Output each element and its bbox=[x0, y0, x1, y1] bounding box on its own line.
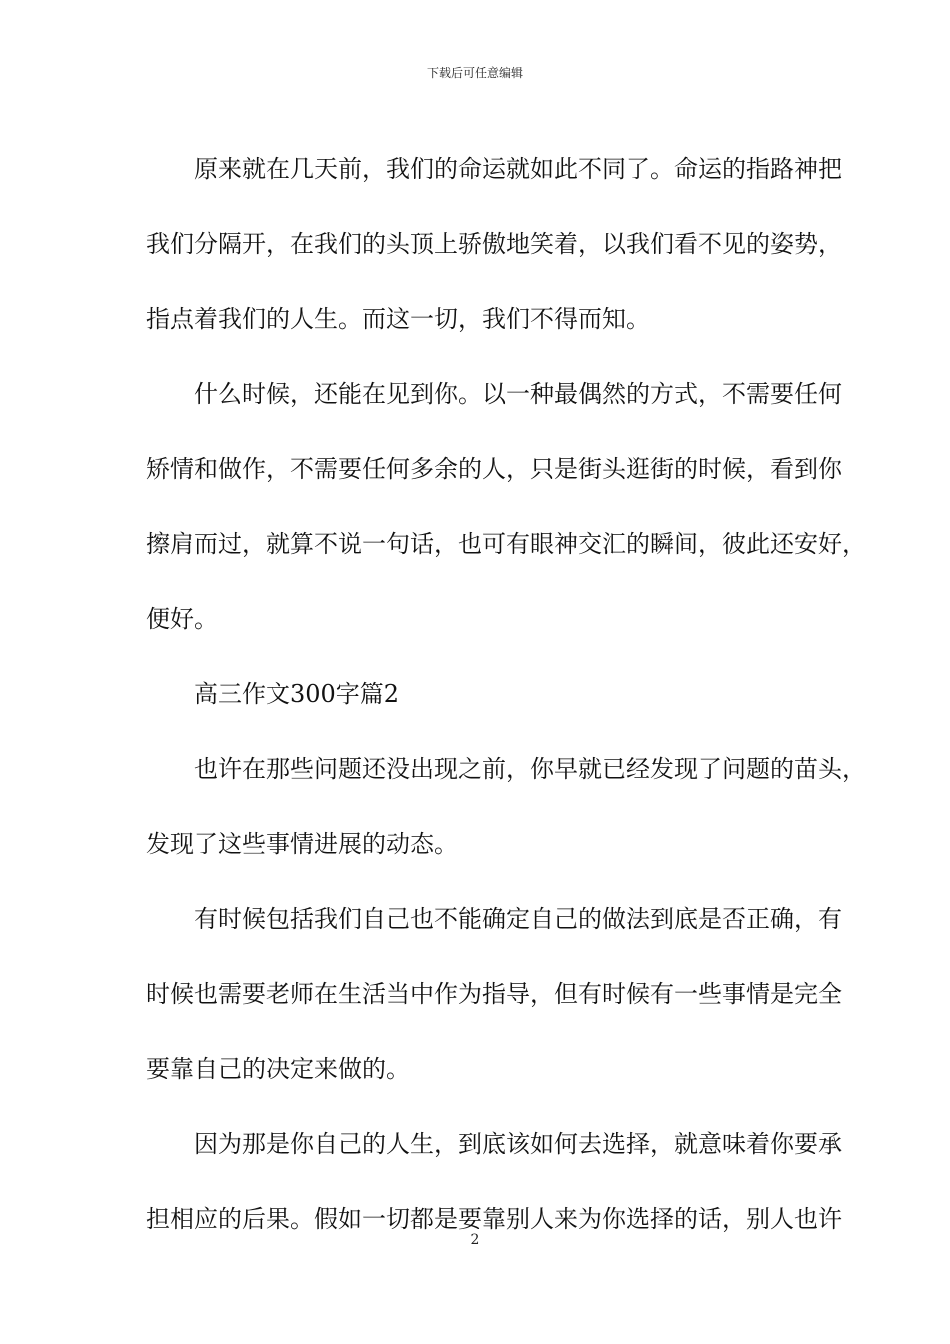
text-line: 矫情和做作，不需要任何多余的人，只是街头逛街的时候，看到你 bbox=[146, 455, 842, 483]
text-line: 时候也需要老师在生活当中作为指导，但有时候有一些事情是完全 bbox=[146, 980, 842, 1008]
page-number: 2 bbox=[470, 1232, 480, 1248]
text-line: 指点着我们的人生。而这一切，我们不得而知。 bbox=[146, 305, 650, 333]
text-line: 因为那是你自己的人生，到底该如何去选择，就意味着你要承 bbox=[194, 1130, 842, 1158]
text-line: 有时候包括我们自己也不能确定自己的做法到底是否正确，有 bbox=[194, 905, 842, 933]
text-line: 便好。 bbox=[146, 605, 218, 633]
text-line: 发现了这些事情进展的动态。 bbox=[146, 830, 458, 858]
text-line: 也许在那些问题还没出现之前，你早就已经发现了问题的苗头， bbox=[194, 755, 866, 783]
text-line: 担相应的后果。假如一切都是要靠别人来为你选择的话，别人也许 bbox=[146, 1205, 842, 1233]
document-body bbox=[146, 132, 866, 1257]
section-heading: 高三作文300字篇2 bbox=[194, 680, 400, 708]
page-header: 下载后可任意编辑 bbox=[426, 66, 523, 80]
text-line: 擦肩而过，就算不说一句话，也可有眼神交汇的瞬间，彼此还安好， bbox=[146, 530, 866, 558]
text-line: 什么时候，还能在见到你。以一种最偶然的方式，不需要任何 bbox=[194, 380, 842, 408]
text-line: 要靠自己的决定来做的。 bbox=[146, 1055, 410, 1083]
text-line: 原来就在几天前，我们的命运就如此不同了。命运的指路神把 bbox=[194, 155, 842, 183]
text-line: 我们分隔开，在我们的头顶上骄傲地笑着，以我们看不见的姿势， bbox=[146, 230, 842, 258]
